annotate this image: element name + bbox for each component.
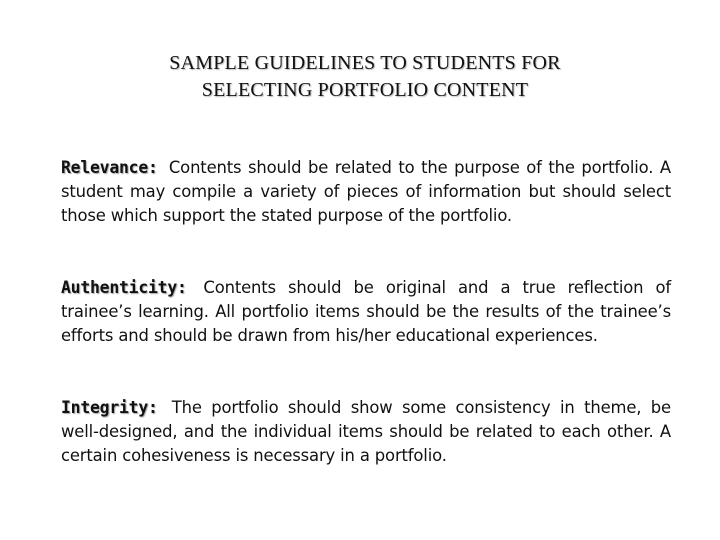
- guideline-relevance: [61, 156, 671, 229]
- slide-title: [60, 50, 670, 104]
- guideline-term: Relevance:: [61, 158, 169, 177]
- title-line-1: SAMPLE GUIDELINES TO STUDENTS FOR: [169, 52, 561, 74]
- title-line-2: SELECTING PORTFOLIO CONTENT: [201, 79, 529, 101]
- guideline-term: Integrity:: [61, 398, 172, 417]
- guideline-text: Contents should be original and a true reflection of trainee’s learning. All portfolio items should be the results of the trainee’s efforts and should be drawn from his/her educational experiences.: [61, 278, 671, 346]
- guideline-term: Authenticity:: [61, 278, 204, 297]
- guideline-authenticity: [61, 276, 671, 349]
- guideline-text: The portfolio should show some consistency in theme, be well-designed, and the individual items should be related to each other. A certain cohesiveness is necessary in a portfolio.: [61, 398, 671, 466]
- guideline-integrity: [61, 396, 671, 469]
- guideline-text: Contents should be related to the purpose of the portfolio. A student may compile a variety of pieces of information but should select those which support the stated purpose of the portfolio.: [61, 158, 671, 226]
